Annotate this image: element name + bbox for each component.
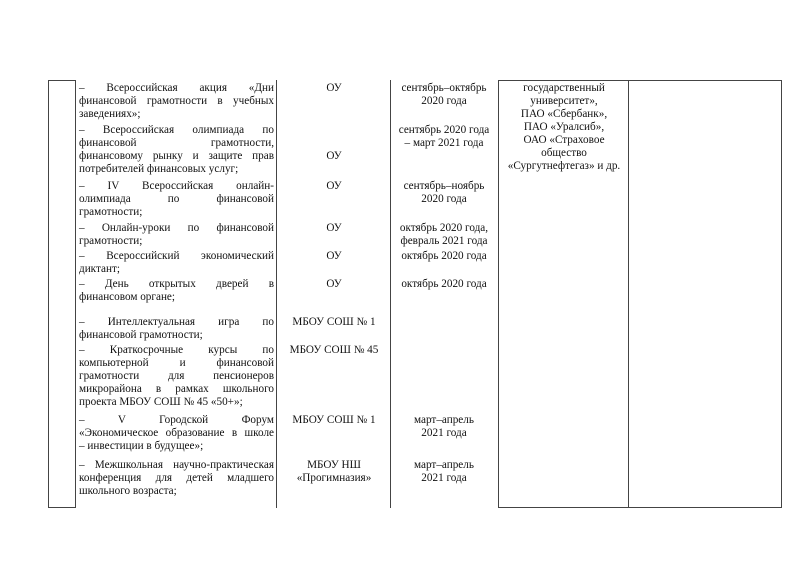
event-organizer: МБОУ СОШ № 1 (292, 414, 376, 426)
partner-line: государственный (523, 82, 605, 94)
table-border (628, 80, 629, 508)
partner-line: ОАО «Страховое (523, 134, 605, 146)
event-line: заведениях»; (79, 108, 141, 120)
event-line: – День открытых дверей в (79, 278, 274, 290)
event-line: диктант; (79, 263, 120, 275)
event-line: – Краткосрочные курсы по (79, 344, 274, 356)
event-line: олимпиада по финансовой (79, 193, 274, 205)
table-border (498, 507, 782, 508)
event-description (79, 278, 274, 304)
event-organizer: ОУ (326, 250, 342, 262)
event-organizer: ОУ (326, 278, 342, 290)
event-line: – V Городской Форум (79, 414, 274, 426)
event-date: сентябрь 2020 года – март 2021 года (398, 124, 490, 149)
event-line: грамотности; (79, 235, 143, 247)
table-border (75, 80, 76, 508)
event-line: – Интеллектуальная игра по (79, 316, 274, 328)
event-description (79, 250, 274, 276)
event-line: финансовой грамотности; (79, 329, 203, 341)
event-description (79, 316, 274, 342)
event-description (79, 414, 274, 453)
event-description (79, 180, 274, 219)
table-border (781, 80, 782, 508)
event-description (79, 459, 274, 498)
event-line: финансовому рынку и защите прав (79, 150, 274, 162)
event-date: октябрь 2020 года, февраль 2021 года (399, 222, 489, 247)
event-date: март–апрель 2021 года (414, 414, 474, 439)
table-border (48, 80, 49, 508)
event-line: – Межшкольная научно-практическая (79, 459, 274, 471)
table-border (276, 80, 277, 508)
event-line: – Всероссийская акция «Дни (79, 82, 274, 94)
event-line: микрорайона в рамках школьного (79, 383, 274, 395)
event-line: «Экономическое образование в школе (79, 427, 274, 439)
event-line: финансовой грамотности в учебных (79, 95, 274, 107)
event-line: грамотности; (79, 206, 143, 218)
event-line: финансовом органе; (79, 291, 176, 303)
event-line: проекта МБОУ СОШ № 45 «50+»; (79, 396, 243, 408)
partners-cell (500, 82, 628, 173)
event-line: потребителей финансовых услуг; (79, 163, 239, 175)
event-line: финансовой грамотности, (79, 137, 274, 149)
event-line: компьютерной и финансовой (79, 357, 274, 369)
event-line: – Всероссийская олимпиада по (79, 124, 274, 136)
event-organizer: МБОУ НШ «Прогимназия» (296, 459, 372, 484)
event-organizer: ОУ (326, 82, 342, 94)
event-description (79, 344, 274, 409)
partner-line: ПАО «Уралсиб», (523, 121, 605, 133)
event-line: – инвестиции в будущее»; (79, 440, 204, 452)
event-organizer: МБОУ СОШ № 1 (292, 316, 376, 328)
event-organizer: МБОУ СОШ № 45 (289, 344, 379, 356)
event-line: конференция для детей младшего (79, 472, 274, 484)
event-line: – Всероссийский экономический (79, 250, 274, 262)
event-description (79, 124, 274, 176)
event-organizer: ОУ (326, 180, 342, 192)
partner-line: университет», (530, 95, 598, 107)
event-date: октябрь 2020 года (401, 278, 487, 290)
event-line: – IV Всероссийская онлайн- (79, 180, 274, 192)
event-date: сентябрь–ноябрь 2020 года (403, 180, 485, 205)
event-organizer: ОУ (326, 222, 342, 234)
event-line: школьного возраста; (79, 485, 177, 497)
event-line: грамотности для пенсионеров (79, 370, 274, 382)
event-description (79, 222, 274, 248)
partner-line: «Сургутнефтегаз» и др. (507, 160, 621, 172)
event-organizer: ОУ (326, 150, 342, 162)
event-date: октябрь 2020 года (401, 250, 487, 262)
partner-line: общество (541, 147, 587, 159)
partner-line: ПАО «Сбербанк», (520, 108, 608, 120)
table-border (48, 507, 75, 508)
event-description (79, 82, 274, 121)
table-border (48, 80, 75, 81)
event-date: март–апрель 2021 года (414, 459, 474, 484)
event-line: – Онлайн-уроки по финансовой (79, 222, 274, 234)
event-date: сентябрь–октябрь 2020 года (401, 82, 487, 107)
